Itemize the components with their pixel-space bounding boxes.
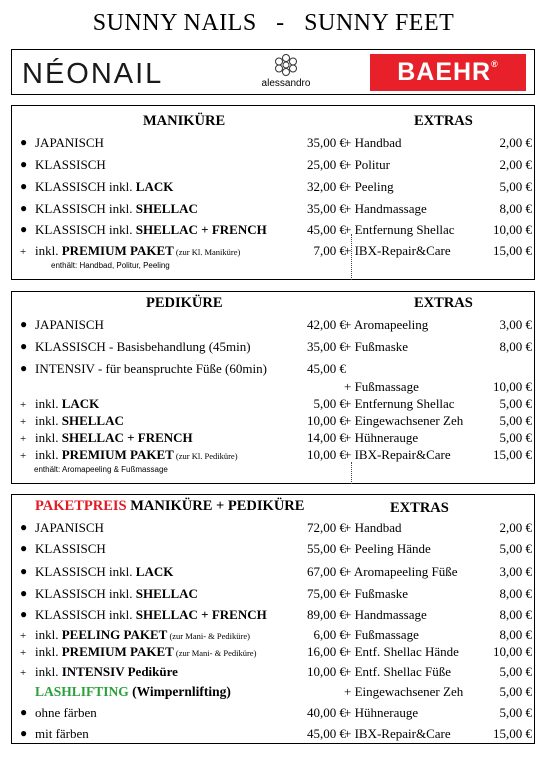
extra-price: 3,00 €: [499, 564, 532, 579]
bullet-icon: ●: [20, 179, 28, 193]
service-price: 10,00 €: [307, 664, 346, 679]
extra-price: 2,00 €: [499, 157, 532, 172]
extra-label: + IBX-Repair&Care: [344, 726, 451, 741]
extra-price: 5,00 €: [499, 179, 532, 194]
service-text: JAPANISCH: [35, 135, 104, 150]
service-text: inkl.: [35, 627, 62, 642]
bullet-icon: ●: [20, 564, 28, 578]
extra-label: + IBX-Repair&Care: [344, 243, 451, 258]
extra-price: 2,00 €: [499, 520, 532, 535]
manikuere-section: [11, 105, 535, 280]
service-price: 35,00 €: [307, 201, 346, 216]
service-price: 45,00 €: [307, 361, 346, 376]
extra-label: + Peeling: [344, 179, 394, 194]
extra-price: 2,00 €: [499, 135, 532, 150]
extra-label: + Fußmaske: [344, 586, 409, 601]
service-text: KLASSISCH - Basisbehandlung (45min): [35, 339, 251, 354]
service-price: 35,00 €: [307, 135, 346, 150]
service-note: (zur Mani- & Pediküre): [167, 631, 250, 641]
extra-row: [12, 447, 536, 465]
manikuere-header: MANIKÜRE: [143, 113, 226, 129]
service-text: JAPANISCH: [35, 520, 104, 535]
service-text: inkl.: [35, 644, 62, 659]
extra-price: 5,00 €: [499, 664, 532, 679]
extra-price: 10,00 €: [493, 644, 532, 659]
plus-icon: +: [20, 667, 27, 679]
alessandro-wordmark: alessandro: [261, 78, 311, 89]
extra-label: + Handbad: [344, 135, 402, 150]
extra-label: + Handmassage: [344, 201, 427, 216]
service-text: KLASSISCH inkl.: [35, 607, 136, 622]
service-text: inkl.: [35, 396, 62, 411]
service-price: 5,00 €: [313, 396, 346, 411]
page-title: SUNNY NAILS - SUNNY FEET: [92, 10, 455, 36]
extra-row: [12, 201, 536, 219]
service-highlight: PREMIUM PAKET: [61, 243, 174, 258]
extra-label: + Aromapeeling Füße: [344, 564, 458, 579]
extra-label: + Fußmassage: [344, 627, 419, 642]
service-highlight: SHELLAC + FRENCH: [135, 222, 267, 237]
bullet-icon: ●: [20, 317, 28, 331]
bullet-icon: ●: [20, 541, 28, 555]
extra-row: [12, 644, 536, 662]
service-price: 10,00 €: [307, 413, 346, 428]
extra-price: 8,00 €: [499, 586, 532, 601]
extra-row: [12, 379, 536, 397]
service-highlight: SHELLAC + FRENCH: [61, 430, 193, 445]
bullet-icon: ●: [20, 586, 28, 600]
extra-price: 8,00 €: [499, 627, 532, 642]
extra-label: + Eingewachsener Zeh: [344, 413, 464, 428]
extra-price: 5,00 €: [499, 541, 532, 556]
extra-row: [12, 222, 536, 240]
extra-row: [12, 135, 536, 153]
extra-row: [12, 520, 536, 538]
service-text: inkl.: [35, 430, 62, 445]
service-price: 14,00 €: [307, 430, 346, 445]
extra-label: + Peeling Hände: [344, 541, 431, 556]
service-text: inkl.: [35, 664, 62, 679]
extra-label: + Entfernung Shellac: [344, 396, 455, 411]
service-note: (zur Kl. Pediküre): [173, 451, 238, 461]
service-price: 6,00 €: [313, 627, 346, 642]
plus-icon: +: [20, 630, 27, 642]
extra-row: [12, 726, 536, 744]
service-highlight: LACK: [61, 396, 100, 411]
extra-row: [12, 607, 536, 625]
extra-label: + Fußmaske: [344, 339, 409, 354]
service-price: 72,00 €: [307, 520, 346, 535]
service-price: 89,00 €: [307, 607, 346, 622]
service-text: inkl.: [35, 447, 62, 462]
extra-row: [12, 179, 536, 197]
service-price: 7,00 €: [313, 243, 346, 258]
service-highlight: LACK: [135, 564, 174, 579]
service-text: KLASSISCH inkl.: [35, 564, 136, 579]
extra-row: [12, 243, 536, 261]
logo-bar: [11, 49, 535, 95]
extra-row: [12, 339, 536, 357]
service-text: KLASSISCH inkl.: [35, 222, 136, 237]
extra-row: [12, 564, 536, 582]
pedikuere-header: PEDIKÜRE: [146, 295, 223, 311]
service-text: INTENSIV - für beanspruchte Füße (60min): [35, 361, 267, 376]
plus-icon: +: [20, 399, 27, 411]
service-price: 10,00 €: [307, 447, 346, 462]
service-label: [35, 361, 267, 377]
bullet-icon: ●: [20, 361, 28, 375]
bullet-icon: ●: [20, 135, 28, 149]
extra-label: + Hühnerauge: [344, 430, 419, 445]
extra-price: 5,00 €: [499, 413, 532, 428]
extra-label: + Entf. Shellac Hände: [344, 644, 459, 659]
service-text: inkl.: [35, 413, 62, 428]
extra-price: 15,00 €: [493, 726, 532, 741]
service-price: 16,00 €: [307, 644, 346, 659]
pedikuere-section: [11, 291, 535, 484]
service-highlight: SHELLAC: [61, 413, 124, 428]
extra-label: + Handmassage: [344, 607, 427, 622]
extra-row: [12, 413, 536, 431]
service-text: KLASSISCH inkl.: [35, 201, 136, 216]
neonail-logo: NÉONAIL: [22, 58, 164, 90]
extra-label: + Eingewachsener Zeh: [344, 684, 464, 699]
service-highlight: INTENSIV Pediküre: [61, 664, 178, 679]
extra-row: [12, 541, 536, 559]
extra-row: [12, 317, 536, 335]
extra-price: 8,00 €: [499, 339, 532, 354]
column-divider: [351, 462, 352, 484]
service-text: KLASSISCH inkl.: [35, 179, 136, 194]
service-highlight: PREMIUM PAKET: [61, 644, 174, 659]
extra-price: 15,00 €: [493, 243, 532, 258]
extra-price: 5,00 €: [499, 430, 532, 445]
service-price: 25,00 €: [307, 157, 346, 172]
extra-price: 10,00 €: [493, 222, 532, 237]
service-highlight: PEELING PAKET: [61, 627, 168, 642]
extra-row: [12, 664, 536, 682]
bullet-icon: ●: [20, 201, 28, 215]
extra-label: + Hühnerauge: [344, 705, 419, 720]
plus-icon: +: [20, 416, 27, 428]
bullet-icon: ●: [20, 157, 28, 171]
flower-icon: [273, 53, 299, 77]
service-text: ohne färben: [35, 705, 97, 720]
extra-row: [12, 684, 536, 702]
plus-icon: +: [20, 246, 27, 258]
service-highlight: SHELLAC: [135, 201, 198, 216]
service-highlight: PREMIUM PAKET: [61, 447, 174, 462]
service-text: KLASSISCH inkl.: [35, 586, 136, 601]
service-price: 35,00 €: [307, 339, 346, 354]
service-note: (zur Mani- & Pediküre): [173, 648, 257, 658]
extra-row: [12, 705, 536, 723]
extra-price: 5,00 €: [499, 396, 532, 411]
bullet-icon: ●: [20, 339, 28, 353]
alessandro-logo: [256, 53, 316, 89]
plus-icon: +: [20, 450, 27, 462]
paket-section: [11, 494, 535, 744]
bullet-icon: ●: [20, 222, 28, 236]
paket-header: PAKETPREIS MANIKÜRE + PEDIKÜRE: [35, 498, 305, 514]
extra-label: + Fußmassage: [344, 379, 419, 394]
extra-price: 15,00 €: [493, 447, 532, 462]
service-text: mit färben: [35, 726, 89, 741]
bullet-icon: ●: [20, 607, 28, 621]
extra-label: + Entf. Shellac Füße: [344, 664, 451, 679]
extra-price: 10,00 €: [493, 379, 532, 394]
service-text: KLASSISCH: [35, 541, 106, 556]
service-price: 55,00 €: [307, 541, 346, 556]
extra-price: 3,00 €: [499, 317, 532, 332]
bullet-icon: ●: [20, 726, 28, 740]
service-text: inkl.: [35, 243, 62, 258]
service-price: 75,00 €: [307, 586, 346, 601]
lashlifting-subtitle: (Wimpernlifting): [128, 684, 231, 699]
service-highlight: SHELLAC: [135, 586, 198, 601]
bullet-icon: ●: [20, 705, 28, 719]
service-price: 42,00 €: [307, 317, 346, 332]
paket-extras-header: EXTRAS: [390, 500, 449, 516]
extra-label: + Aromapeeling: [344, 317, 429, 332]
extra-label: + Entfernung Shellac: [344, 222, 455, 237]
service-text: JAPANISCH: [35, 317, 104, 332]
plus-icon: +: [20, 433, 27, 445]
manikuere-extras-header: EXTRAS: [414, 113, 473, 129]
service-highlight: SHELLAC + FRENCH: [135, 607, 267, 622]
service-price: 45,00 €: [307, 222, 346, 237]
extra-price: 5,00 €: [499, 684, 532, 699]
extra-label: + Politur: [344, 157, 390, 172]
package-contents-note: enthält: Aromapeeling & Fußmassage: [34, 465, 168, 474]
extra-row: [12, 157, 536, 175]
pedikuere-extras-header: EXTRAS: [414, 295, 473, 311]
service-price: 45,00 €: [307, 726, 346, 741]
extra-price: 8,00 €: [499, 607, 532, 622]
bullet-icon: ●: [20, 520, 28, 534]
service-price: 40,00 €: [307, 705, 346, 720]
plus-icon: +: [20, 647, 27, 659]
extra-price: 8,00 €: [499, 201, 532, 216]
lashlifting-title: LASHLIFTING: [35, 684, 129, 699]
price-row: [12, 361, 536, 379]
extra-row: [12, 396, 536, 414]
service-price: 32,00 €: [307, 179, 346, 194]
extra-label: + IBX-Repair&Care: [344, 447, 451, 462]
baehr-logo: BAEHR®: [370, 54, 526, 91]
service-highlight: LACK: [135, 179, 174, 194]
extra-label: + Handbad: [344, 520, 402, 535]
service-note: (zur Kl. Maniküre): [173, 247, 241, 257]
service-text: KLASSISCH: [35, 157, 106, 172]
extra-row: [12, 430, 536, 448]
extra-row: [12, 627, 536, 645]
service-price: 67,00 €: [307, 564, 346, 579]
extra-row: [12, 586, 536, 604]
package-contents-note: enthält: Handbad, Politur, Peeling: [51, 261, 170, 270]
extra-price: 5,00 €: [499, 705, 532, 720]
